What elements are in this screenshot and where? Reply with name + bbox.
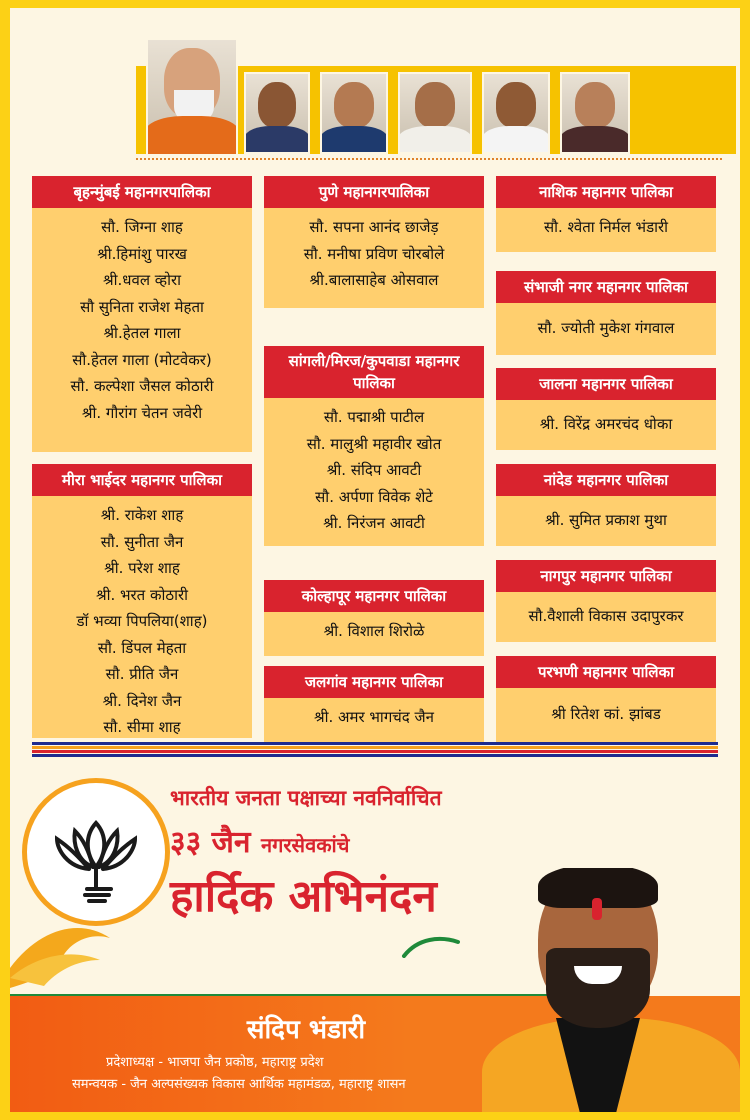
- corporation-title: नागपुर महानगर पालिका: [496, 560, 716, 592]
- leader-photo: [320, 72, 388, 154]
- corporation-title: नांदेड महानगर पालिका: [496, 464, 716, 496]
- corporation-card: [496, 560, 716, 642]
- decorative-stripes: [32, 742, 718, 762]
- leader-name: संदिप भंडारी: [246, 1015, 366, 1045]
- corporation-card: [32, 176, 252, 452]
- member-name: सौ. सीमा शाह: [103, 718, 181, 736]
- member-list: [264, 208, 484, 308]
- member-list: [496, 400, 716, 450]
- headline-subject: नगरसेवकांचे: [261, 833, 350, 857]
- member-name: सौ. सुनीता जैन: [100, 532, 184, 551]
- dotted-divider: [136, 158, 722, 160]
- member-list: [496, 592, 716, 642]
- leader-photo: [398, 72, 472, 154]
- member-name: सौ.वैशाली विकास उदापुरकर: [528, 607, 684, 625]
- column-left: [32, 176, 252, 738]
- corporation-title: नाशिक महानगर पालिका: [496, 176, 716, 208]
- corporation-card: [264, 176, 484, 308]
- member-name: श्री. संदिप आवटी: [326, 461, 422, 479]
- decorative-arc-icon: [400, 934, 460, 958]
- headline-line2: [170, 820, 349, 861]
- corporation-card: [496, 176, 716, 252]
- corporation-card: [496, 271, 716, 355]
- corporation-title: संभाजी नगर महानगर पालिका: [496, 271, 716, 303]
- member-name: श्री रितेश कां. झांबड: [551, 705, 661, 723]
- corporation-title: पुणे महानगरपालिका: [264, 176, 484, 208]
- corporation-card: [264, 580, 484, 656]
- member-list: [496, 496, 716, 546]
- member-list: [496, 303, 716, 355]
- leader-photo: [482, 72, 550, 154]
- headline-line1: भारतीय जनता पक्षाच्या नवनिर्वाचित: [170, 786, 442, 810]
- corporation-title: बृहन्मुंबई महानगरपालिका: [32, 176, 252, 208]
- member-list: [32, 208, 252, 452]
- member-name: डॉ भव्या पिपलिया(शाह): [76, 612, 208, 630]
- corporation-title: कोल्हापूर महानगर पालिका: [264, 580, 484, 612]
- member-name: श्री. दिनेश जैन: [102, 691, 182, 710]
- member-name: सौ.हेतल गाला (मोटवेकर): [72, 350, 212, 369]
- leader-photo: [560, 72, 630, 154]
- member-list: [496, 688, 716, 742]
- member-name: श्री. विरेंद्र अमरचंद धोका: [539, 415, 673, 433]
- member-name: सौ. कल्पेशा जैसल कोठारी: [70, 377, 214, 395]
- designation-2: समन्वयक - जैन अल्पसंख्यक विकास आर्थिक महामंडळ, महाराष्ट्र शासन: [72, 1077, 406, 1092]
- member-name: सौ. सपना आनंद छाजेड़: [309, 218, 439, 236]
- member-name: सौ. पद्माश्री पाटील: [323, 408, 425, 426]
- member-list: [32, 496, 252, 738]
- corporation-title: जालना महानगर पालिका: [496, 368, 716, 400]
- member-name: श्री. परेश शाह: [104, 559, 180, 577]
- member-name: श्री. विशाल शिरोळे: [323, 622, 425, 640]
- member-list: [264, 698, 484, 742]
- designation-1: प्रदेशाध्यक्ष - भाजपा जैन प्रकोष्ठ, महाराष्ट्र प्रदेश: [106, 1055, 324, 1070]
- column-right: [496, 176, 716, 738]
- member-name: सौ. जिग्ना शाह: [101, 218, 183, 236]
- member-name: सौ सुनिता राजेश मेहता: [80, 297, 204, 316]
- member-name: सौ. श्वेता निर्मल भंडारी: [543, 218, 669, 236]
- member-name: श्री.हिमांशु पारख: [97, 244, 187, 263]
- headline-count: ३३ जैन: [170, 825, 251, 860]
- corporation-card: [496, 656, 716, 742]
- corporation-title: मीरा भाईदर महानगर पालिका: [32, 464, 252, 496]
- member-name: सौ. प्रीति जैन: [105, 665, 179, 683]
- member-list: [496, 208, 716, 252]
- member-name: सौ. मनीषा प्रविण चोरबोले: [303, 244, 445, 263]
- member-name: सौ. मालुश्री महावीर खोत: [306, 434, 442, 453]
- ribbon-swirl-icon: [10, 908, 120, 998]
- member-name: श्री.बालासाहेब ओसवाल: [309, 271, 439, 289]
- corporation-title: जलगांव महानगर पालिका: [264, 666, 484, 698]
- member-name: सौ. ज्योती मुकेश गंगवाल: [537, 319, 675, 337]
- corporation-card: [496, 464, 716, 546]
- leader-photo: [146, 38, 238, 156]
- corporation-card: [264, 346, 484, 546]
- leader-portrait: [482, 868, 740, 1112]
- member-list: [264, 612, 484, 656]
- leader-photo-strip: [136, 38, 740, 150]
- member-name: सौ. डिंपल मेहता: [97, 638, 187, 657]
- corporation-title: सांगली/मिरज/कुपवाडा महानगर पालिका: [264, 346, 484, 398]
- member-name: श्री. अमर भागचंद जैन: [314, 708, 434, 726]
- corporation-title: परभणी महानगर पालिका: [496, 656, 716, 688]
- leader-photo: [244, 72, 310, 154]
- corporation-card: [496, 368, 716, 450]
- lotus-logo-icon: [22, 778, 170, 926]
- portrait-tilak: [592, 898, 602, 920]
- member-name: श्री. सुमित प्रकाश मुथा: [545, 511, 667, 529]
- member-name: श्री. गौरांग चेतन जवेरी: [81, 403, 203, 422]
- poster: [10, 8, 740, 1112]
- member-name: श्री.हेतल गाला: [103, 324, 181, 342]
- corporation-card: [264, 666, 484, 742]
- member-name: श्री. निरंजन आवटी: [323, 514, 425, 532]
- headline-line3: हार्दिक अभिनंदन: [170, 871, 437, 922]
- member-name: श्री. राकेश शाह: [100, 506, 184, 524]
- corporation-card: [32, 464, 252, 738]
- member-name: श्री.धवल व्होरा: [103, 271, 181, 289]
- column-middle: [264, 176, 484, 738]
- member-name: सौ. अर्पणा विवेक शेटे: [315, 487, 433, 506]
- portrait-beard: [546, 948, 650, 1028]
- member-list: [264, 398, 484, 546]
- member-name: श्री. भरत कोठारी: [95, 585, 189, 604]
